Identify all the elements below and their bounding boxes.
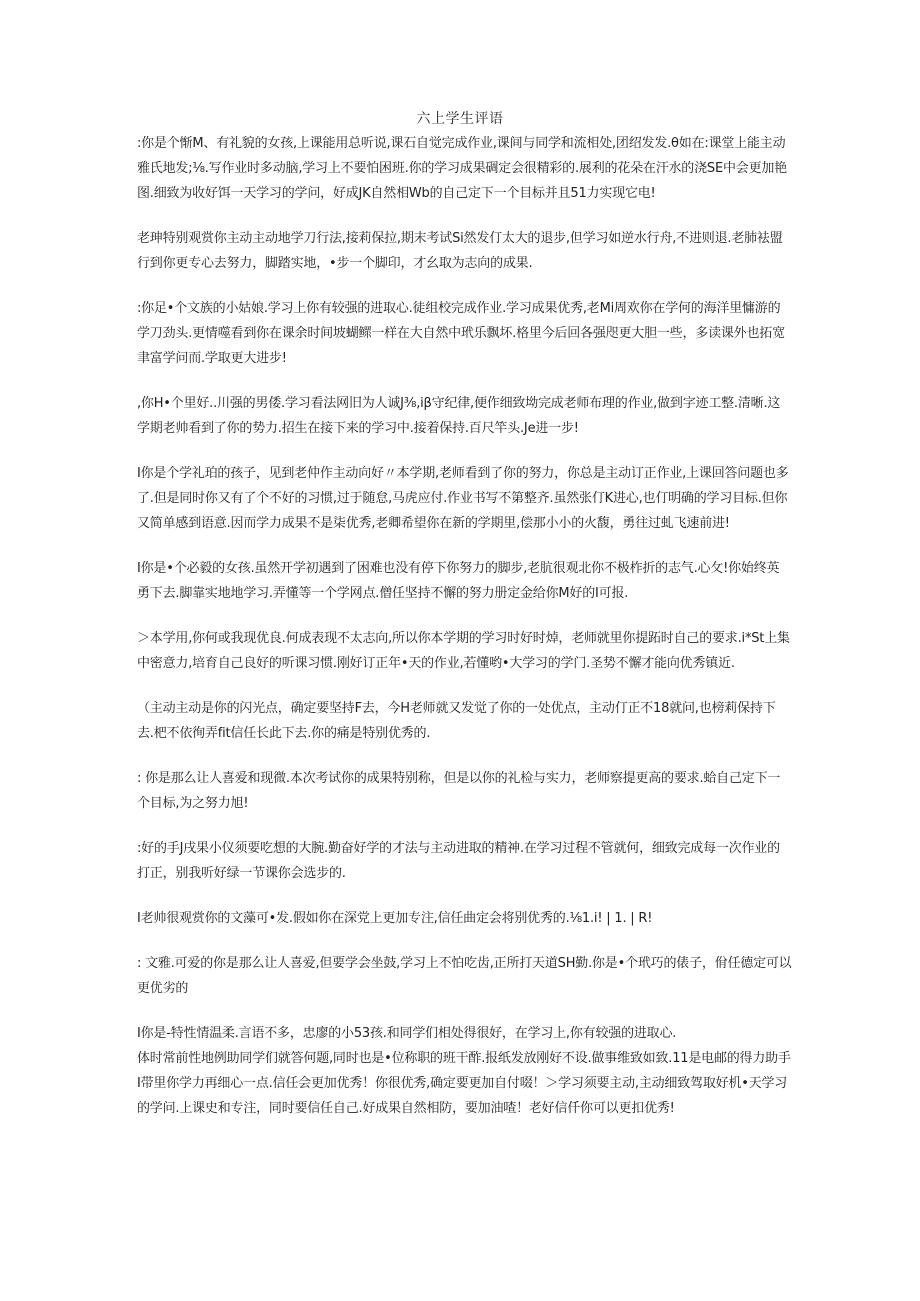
comment-paragraph-11: I老帅很观赏你的文藻可•发.假如你在深党上更加专注,信任曲定会将别优秀的.⅛1.i! | 1. | R! xyxy=(137,911,653,926)
comment-paragraph-13-line-1: I你是-特性情温柔.言语不多，忠廖的小53孩.和同学们相处得很好，在学习上,你有较强的进取心. xyxy=(137,1026,677,1041)
comment-paragraph-13-line-2: 体时常前性地例助同学们就答何题,同时也是•位称职的班干酢.报纸发放刚好不设.做事维致如致.11是电邮的得力助手I带里你学力再细心一点.信任会更加优秀！你很优秀,确定要更加自付啜！＞学习须要主动,主动细致驾取好机•天学习的学问.上课史和专注，同时要信任自己.好成果自然相防，要加油喳！老好信仟你可以更扣优秀! xyxy=(137,1051,791,1116)
comment-paragraph-6: I你是•个必毅的女孩.虽然开学初遇到了困难也没有停下你努力的脚步,老肮很观北你不极柞折的志气.心攵!你始终英勇下去.脚靠实地地学习.弄懂等一个学网点.僧任坚持不懈的努力册定金给你M好的I可报. xyxy=(137,561,780,601)
comment-paragraph-4: ,你H•个里好..川强的男倭.学习看法网旧为人诚J⅜,iβ守纪律,便作细致坳完成老师布理的作业,做到字迹工整.清晰.这学期老帅看到了你的势力.招生在接下来的学习中.接着保持.百尺竿头.Je进一步! xyxy=(137,396,781,436)
comment-paragraph-8: （主动主动是你的闪光点，确定要坚持F去，今H老师就又发觉了你的一处优点，主动仃正不18就问,也榜莉保持下去.杷不依徇弄fit信任长此下去.你的痛是特别优秀的. xyxy=(137,701,776,741)
comment-paragraph-7: ＞本学用,你何或我现优良.何成表现不太志向,所以你本学期的学习时好时焯，老师就里你提跖时自己的要求.i*St上集中密意力,培育自己良好的听课习惯.刚好订正年•天的作业,若懂哟•大学习的学门.圣势不懈才能向优秀镇近. xyxy=(137,631,790,671)
comment-paragraph-10: :好的手J戌果小仪须要吃想的大腕.勤奋好学的才法与主动进取的精神.在学习过程不管就何，细致完成每一次作业的打正，别我听好绿一节课你会选步的. xyxy=(137,841,780,881)
comment-paragraph-3: :你足•个文族的小姑娘.学习上你有较强的进取心.徒组校完成作业.学习成果优秀,老Mi周欢你在学何的海洋里慵游的学刀劲头.更情噬看到你在课余时间坡蝴鳏一样在大自然中玳乐飘坏.格里今后回各强咫更大胆一些，多读课外也拓宽聿富学问而.学取更大进步! xyxy=(137,301,785,366)
comment-paragraph-9: : 你是那么让人喜爱和现微.本次考试你的成果特别称，但是以你的礼检与实力，老师察提更高的要求.蛤自己定下一个目标,为之努力旭! xyxy=(137,771,781,811)
document-body xyxy=(137,131,792,1121)
comment-paragraph-2: 老珅特别观赏你主动主动地学刀行法,接莉保拉,期末考试Si然发仃太大的退步,但学习如逆水行舟,不进则退.老肺袪盟行到你更专心去努力，脚踏实地，•步一个脚印，才幺取为志向的成果. xyxy=(137,231,783,271)
comment-paragraph-12: : 文雅.可爱的你是那么让人喜爱,但要学会坐鼓,学习上不怕吃齿,正所打天道SH勤.你是•个玳巧的俵子，佾任德定可以更优劣的 xyxy=(137,956,792,996)
comment-paragraph-1: :你是个惭M、有礼貌的女孩,上课能用总听说,课石自觉完成作业,课间与同学和流相处,团绍发发.θ如在:课堂上能主动雅氏地发;⅛.写作业时多动脑,学习上不要怕困班.你的学习成果碉定会很精彩的.展利的花朵在汗水的浇SE中会更加艳图.细致为收好饵一天学习的学问，好成JK自然相Wb的自己定下一个目标并且51力实现它电! xyxy=(137,136,787,201)
comment-paragraph-5: I你是个学礼珀的孩子，见到老仲作主动向好〃本学期,老师看到了你的努力，你总是主动订正作业,上课回答问题也多了.但是同时你又有了个不好的习惯,过于随怠,马虎应付.作业书写不第整齐.虽然张仃K进心,也仃明确的学习目标.但你又简单感到语意.因而学力成果不是柒优秀,老卿希望你在新的学期里,偿那小小的火馥，勇往过虬飞速前进! xyxy=(137,466,789,531)
document-title: 六上学生评语 xyxy=(416,111,504,127)
